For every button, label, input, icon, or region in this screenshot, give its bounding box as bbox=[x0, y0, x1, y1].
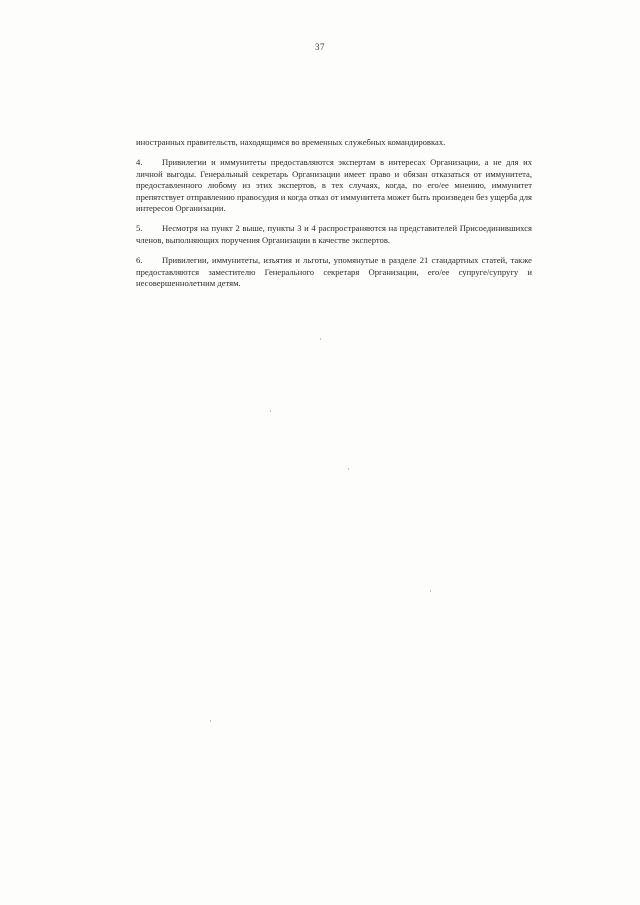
scan-speck bbox=[320, 338, 321, 340]
paragraph-text: Несмотря на пункт 2 выше, пункты 3 и 4 распространяются на представителей Присоединившихся членов, выполняющих поручения Организации в качестве экспертов. bbox=[136, 223, 532, 245]
paragraph-text: Привилегии и иммунитеты предоставляются экспертам в интересах Организации, а не для их личной выгоды. Генеральный секретарь Организации имеет право и обязан отказаться от иммунитета, предоставленного любому из этих экспертов, в тех случаях, когда, по его/ее мнению, иммунитет препятствует отправлению правосудия и когда отказ от иммунитета может быть произведен без ущерба для интересов Организации. bbox=[136, 157, 532, 214]
scan-speck bbox=[430, 590, 431, 592]
document-body bbox=[136, 137, 532, 298]
paragraph-5 bbox=[136, 223, 532, 246]
paragraph-number: 6. bbox=[136, 255, 143, 266]
paragraph-text: иностранных правительств, находящимся во временных служебных командировках. bbox=[136, 137, 446, 147]
paragraph-number: 4. bbox=[136, 157, 143, 168]
paragraph-4 bbox=[136, 157, 532, 214]
page-number: 37 bbox=[315, 42, 325, 52]
scan-speck bbox=[348, 468, 349, 470]
paragraph-number: 5. bbox=[136, 223, 143, 234]
paragraph-6 bbox=[136, 255, 532, 289]
paragraph-continuation bbox=[136, 137, 532, 148]
paragraph-text: Привилегии, иммунитеты, изъятия и льготы, упомянутые в разделе 21 стандартных статей, также предоставляются заместителю Генерального секретаря Организации, его/ее супруге/супругу и несовершеннолетним детям. bbox=[136, 255, 532, 289]
scan-speck bbox=[210, 720, 211, 722]
scan-speck bbox=[270, 410, 271, 412]
